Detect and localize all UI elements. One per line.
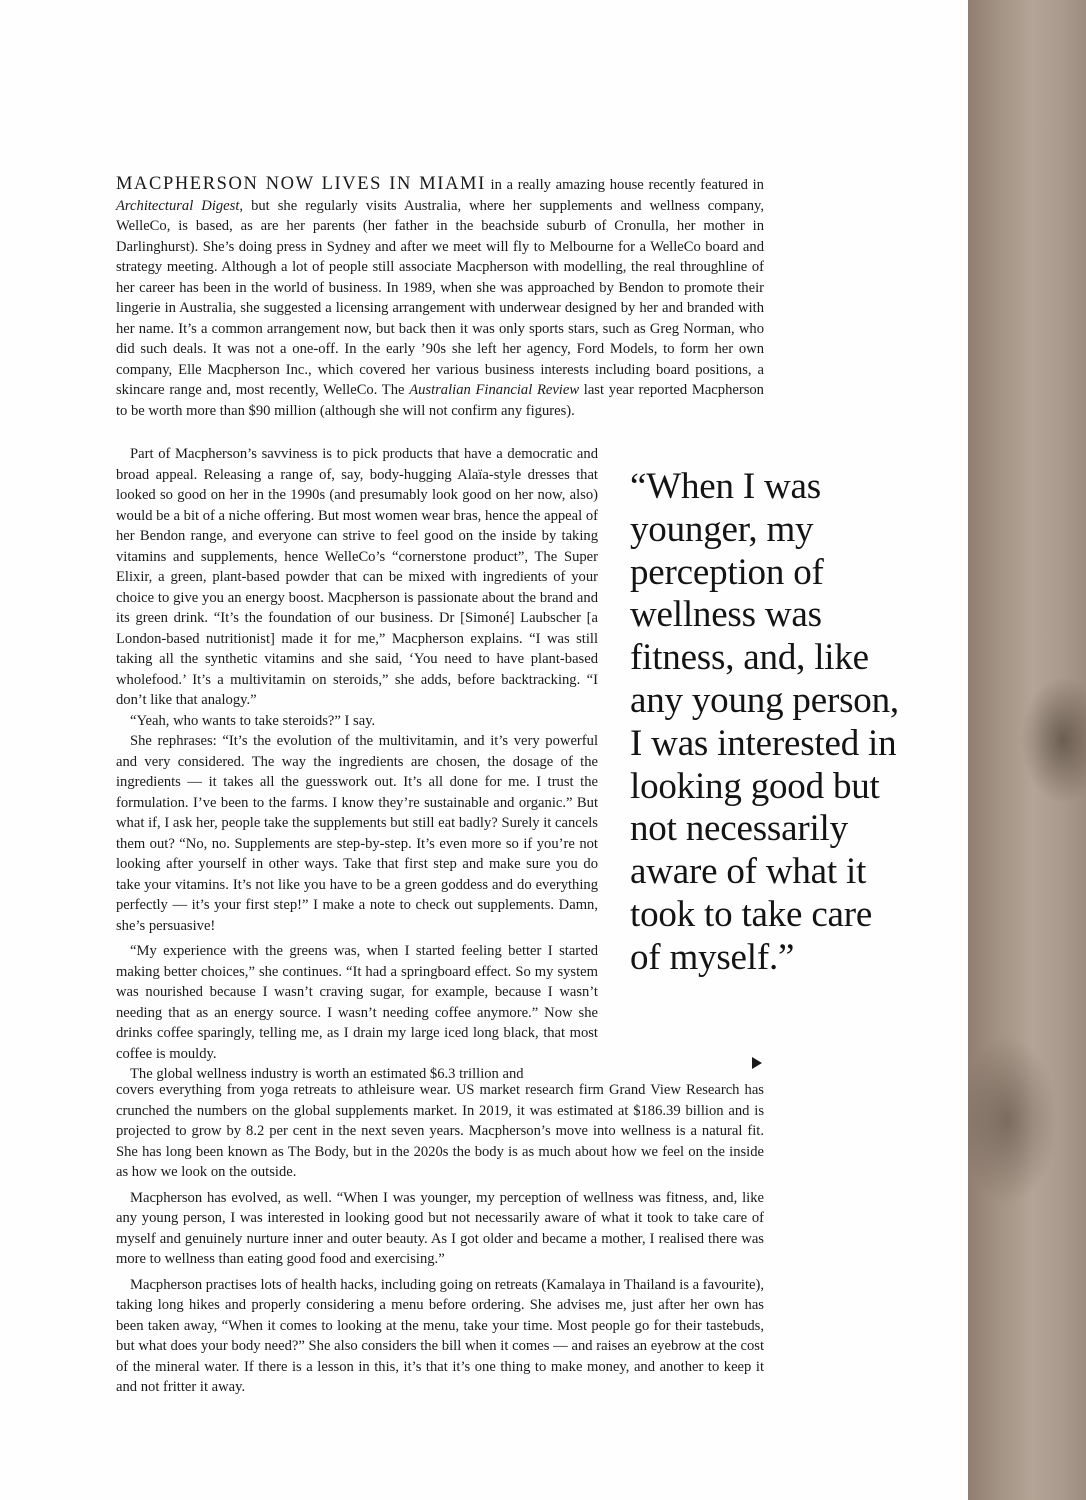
lead-italic-1: Architectural Digest: [116, 197, 240, 214]
paragraph-industry-start: The global wellness industry is worth an estimated $6.3 trillion and: [130, 1066, 524, 1082]
paragraph-savviness: Part of Macpherson’s savviness is to pick products that have a democratic and broad appeal. Releasing a range of, say, body-hugging Alaïa-style dresses that looked so good on her in the 1990s (and presumably look good on her now, also) would be a bit of a niche offering. But most women wear bras, hence the appeal of her Bendon range, and everyone can strive to feel good on the inside by taking vitamins and supplements, hence WelleCo’s “cornerstone product”, The Super Elixir, a green, plant-based powder that can be mixed with ingredients of your choice to give you an energy boost. Macpherson is passionate about the brand and its green drink. “It’s the foundation of our business. Dr [Simoné] Laubscher [a London-based nutritionist] made it for me,” Macpherson explains. “I was still taking all the synthetic vitamins and she said, ‘You need to have plant-based wholefood.’ It’s a multivitamin on steroids,” she adds, before backtracking. “I don’t like that analogy.”: [116, 446, 598, 708]
narrow-column: [116, 444, 598, 1085]
lead-text-1: in a really amazing house recently featured in: [485, 177, 764, 193]
lead-text-3: last year reported Macpherson to be worth more than $90 million (although she will not confirm any figures).: [116, 382, 764, 419]
bottom-column: [116, 1080, 764, 1398]
paragraph-greens: “My experience with the greens was, when I started feeling better I started making better choices,” she continues. “It had a springboard effect. So my system was nourished because I wasn’t craving sugar, for example, because I wasn’t needing that as an energy source. I wasn’t needing coffee anymore.” Now she drinks coffee sparingly, telling me, as I drain my large iced long black, that most coffee is mouldy.: [116, 943, 598, 1062]
paragraph-industry-cont: covers everything from yoga retreats to athleisure wear. US market research firm Grand View Research has crunched the numbers on the global supplements market. In 2019, it was estimated at $186.39 billion and is projected to grow by 8.2 per cent in the next seven years. Macpherson’s move into wellness is a natural fit. She has long been known as The Body, but in the 2020s the body is as much about how we feel on the inside as how we look on the outside.: [116, 1082, 764, 1180]
lead-text-2: , but she regularly visits Australia, where her supplements and wellness company, WelleCo, is based, as are her parents (her father in the beachside suburb of Cronulla, her mother in Darlinghurst). She’s doing press in Sydney and after we meet will fly to Melbourne for a WelleCo board and strategy meeting. Although a lot of people still associate Macpherson with modelling, the real throughline of her career has been in the world of business. In 1989, when she was approached by Bendon to promote their lingerie in Australia, she suggested a licensing arrangement with underwear designed by her and branded with her name. It’s a common arrangement now, but back then it was only sports stars, such as Greg Norman, who did such deals. It was not a one-off. In the early ’90s she left her agency, Ford Models, to form her own company, Elle Macpherson Inc., which covered her various business interests including board positions, a skincare range and, most recently, WelleCo. The: [116, 197, 765, 398]
pull-quote: “When I was younger, my perception of wellness was fitness, and, like any young person, I was interested in looking good but not necessarily aware of what it took to take care of myself.”: [630, 466, 899, 978]
paragraph-evolved: Macpherson has evolved, as well. “When I was younger, my perception of wellness was fitness, and, like any young person, I was interested in looking good but not necessarily aware of what it took to take care of myself and genuinely nurture inner and outer beauty. As I got older and became a mother, I realised there was more to wellness than eating good food and exercising.”: [116, 1189, 764, 1267]
photo-edge: [968, 0, 1086, 1500]
paragraph-rephrases: She rephrases: “It’s the evolution of the multivitamin, and it’s very powerful and very considered. The way the ingredients are chosen, the dosage of the ingredients — it takes all the guesswork out. It’s all done for me. I trust the formulation. I’ve been to the farms. I know they’re sustainable and organic.” But what if, I ask her, people take the supplements but still eat badly? Surely it cancels them out? “No, no. Supplements are step-by-step. It’s even more so if you’re not looking after yourself in other ways. Take that first step and make sure you do take your vitamins. It’s not like you have to be a green goddess and do everything perfectly — it’s your first step!” I make a note to check out supplements. Damn, she’s persuasive!: [116, 733, 598, 934]
lead-italic-2: Australian Financial Review: [409, 382, 580, 398]
paragraph-health-hacks: Macpherson practises lots of health hacks, including going on retreats (Kamalaya in Thailand is a favourite), taking long hikes and properly considering a menu before ordering. She advises me, just after her own has been taken away, “When it comes to looking at the menu, take your time. Most people go for their tastebuds, but what does your body need?” She also considers the bill when it comes — and raises an eyebrow at the cost of the mineral water. If there is a lesson in this, it’s that it’s one thing to make money, and another to keep it and not fritter it away.: [116, 1276, 764, 1395]
continue-arrow-icon: [752, 1057, 762, 1069]
lead-in-caps: MACPHERSON NOW LIVES IN MIAMI: [116, 174, 486, 194]
opening-paragraph: [116, 174, 764, 421]
paragraph-steroids: “Yeah, who wants to take steroids?” I say.: [130, 712, 376, 729]
